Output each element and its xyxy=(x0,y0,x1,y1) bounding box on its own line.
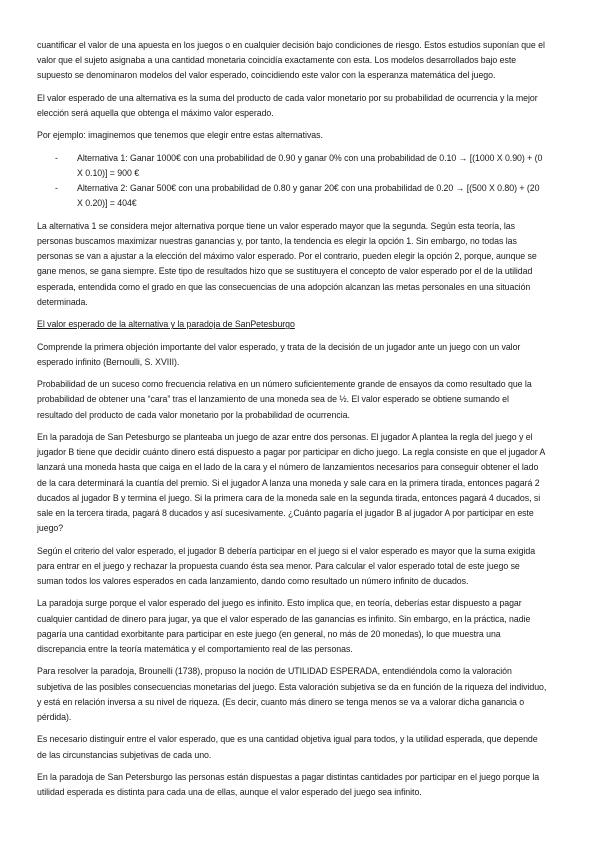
list-item xyxy=(37,151,547,181)
paragraph-infinite: La paradoja surge porque el valor esperado del juego es infinito. Esto implica que, en teoría, deberías estar dispuesto a pagar cualquier cantidad de dinero para jugar, ya que el valor esperado de las ganancias es infinito. Sin embargo, en la práctica, nadie pagaría una cantidad exorbitante para participar en este juego (en general, no más de 20 monedas), lo que muestra una discrepancia entre la teoría matemática y el comportamiento real de las personas. xyxy=(37,598,531,654)
paragraph-final: En la paradoja de San Petersburgo las personas están dispuestas a pagar distintas cantidades por participar en el juego porque la utilidad esperada es distinta para cada una de ellas, aunque el valor esperado del juego sea infinito. xyxy=(37,771,540,798)
paragraph-criterion: Según el criterio del valor esperado, el jugador B debería participar en el juego si el valor esperado es mayor que la suma exigida para entrar en el juego y rechazar la propuesta cuando ésta sea menor. Para calcular el valor esperado total de este juego se suman todos los valores esperados en cada lanzamiento, dando como resultado un número infinito de ducados. xyxy=(37,545,536,586)
paragraph-objection: Comprende la primera objeción importante del valor esperado, y trata de la decisión de un jugador ante un juego con un valor esperado infinito (Bernoulli, S. XVIII). xyxy=(37,341,521,367)
paragraph-definition: El valor esperado de una alternativa es la suma del producto de cada valor monetario por su probabilidad de ocurrencia y la mejor elección será aquella que obtenga el máximo valor esperado. xyxy=(37,92,538,118)
paragraph-example: Por ejemplo: imaginemos que tenemos que elegir entre estas alternativas. xyxy=(37,130,323,141)
paragraph-resolution: Para resolver la paradoja, Brounelli (1738), propuso la noción de UTILIDAD ESPERADA, entendiéndola como la valoración subjetiva de las posibles consecuencias monetarias del juego. Esta valoración subjetiva se da en función de la riqueza del individuo, y está en relación inversa a su nivel de riqueza. (Es decir, cuanto más dinero se tenga menos se va a valorar dicha ganancia o pérdida). xyxy=(37,666,547,722)
list-item-text: Alternativa 1: Ganar 1000€ con una probabilidad de 0.90 y ganar 0% con una probabilidad de 0.10 → [(1000 X 0.90) + (0 X 0.10)] = 900 € xyxy=(77,152,543,178)
alternatives-list xyxy=(37,151,547,212)
list-dash: - xyxy=(55,152,58,163)
paragraph-paradox-rules: En la paradoja de San Petesburgo se planteaba un juego de azar entre dos personas. El jugador A plantea la regla del juego y el jugador B tiene que decidir cuánto dinero está dispuesto a pagar por participar en dicho juego. La regla consiste en que el jugador A lanzará una moneda hasta que caiga en el lado de la cara y el número de lanzamientos necesarios para conseguir obtener el lado de la cara determinará la cuantía del premio. Si el jugador A lanza una moneda y sale cara en la primera tirada, entonces pagará 2 ducados al jugador B y termina el juego. Si la primera cara de la moneda sale en la segunda tirada, entonces pagará 4 ducados, si sale en la tercera tirada, pagará 8 ducados y así sucesivamente. ¿Cuánto pagaría el jugador B al jugador A por participar en este juego? xyxy=(37,431,545,534)
list-dash: - xyxy=(55,183,58,194)
paragraph-conclusion: La alternativa 1 se considera mejor alternativa porque tiene un valor esperado mayor que la segunda. Según esta teoría, las personas buscamos maximizar nuestras ganancias y, por tanto, la tendencia es elegir la opción 1. Sin embargo, no todas las personas se van a ajustar a la elección del máximo valor esperado. Por el contrario, pueden elegir la opción 2, porque, aunque se gane menos, se gana siempre. Este tipo de resultados hizo que se sustituyera el concepto de valor esperado por el de la utilidad esperada, entendida como el grado en que las consecuencias de una adopción alcanzan las metas personales en una situación determinada. xyxy=(37,220,537,307)
paragraph-distinction: Es necesario distinguir entre el valor esperado, que es una cantidad objetiva igual para todos, y la utilidad esperada, que depende de las circunstancias subjetivas de cada uno. xyxy=(37,734,538,760)
paragraph-intro: cuantificar el valor de una apuesta en los juegos o en cualquier decisión bajo condiciones de riesgo. Estos estudios suponían que el valor que el sujeto asignaba a una cantidad monetaria coincidía exactamente con esta. Los modelos desarrollados bajo este supuesto se denominaron modelos del valor esperado, coincidiendo este valor con la esperanza matemática del juego. xyxy=(37,40,545,81)
paragraph-probability: Probabilidad de un suceso como frecuencia relativa en un número suficientemente grande de ensayos da como resultado que la probabilidad de obtener una “cara” tras el lanzamiento de una moneda sea de ½. El valor esperado se obtiene sumando el resultado del producto de cada valor monetario por la probabilidad de ocurrencia. xyxy=(37,379,532,420)
list-item-text: Alternativa 2: Ganar 500€ con una probabilidad de 0.80 y ganar 20€ con una probabilidad de 0.20 → [(500 X 0.80) + (20 X 0.20)] = 404€ xyxy=(77,183,540,209)
section-heading: El valor esperado de la alternativa y la paradoja de SanPetesburgo xyxy=(37,319,295,330)
list-item xyxy=(37,181,547,211)
